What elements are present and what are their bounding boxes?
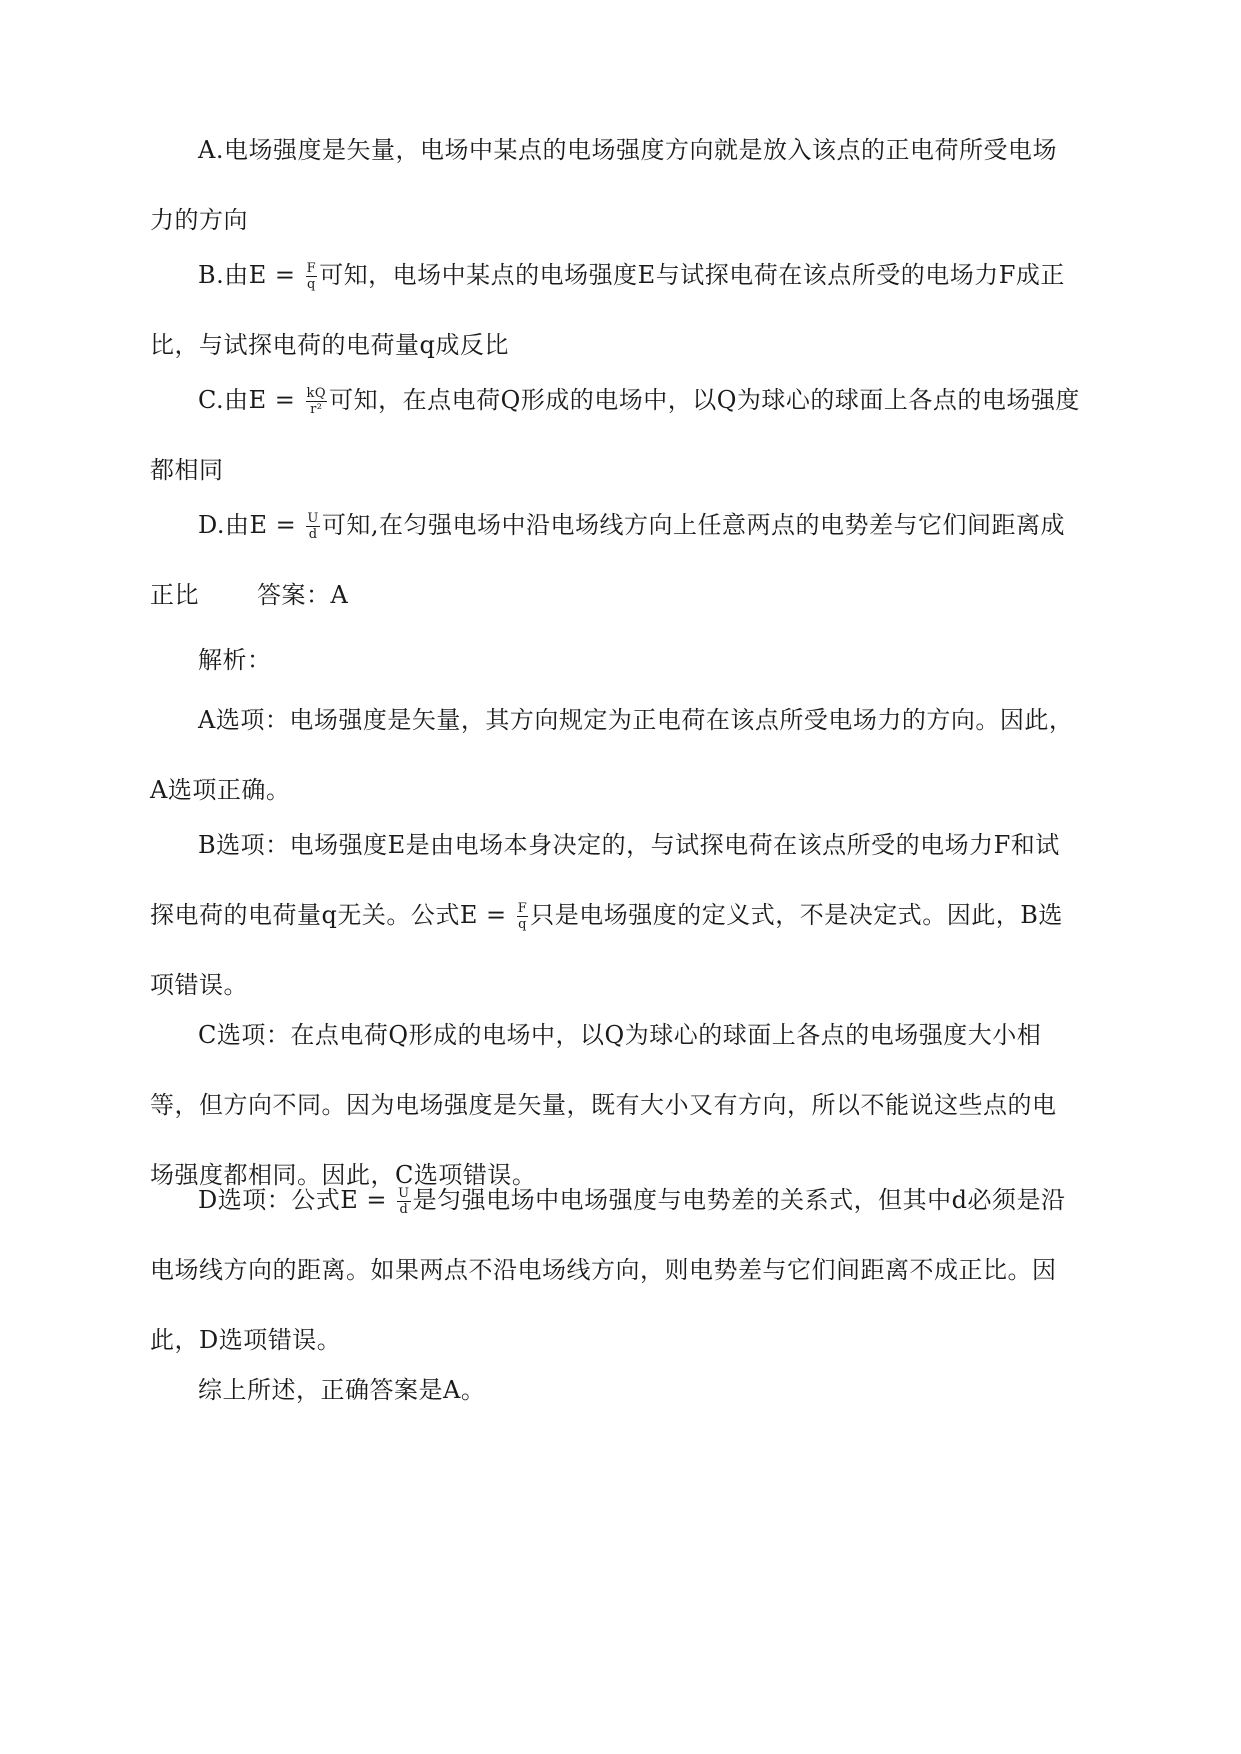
fraction-denominator: d — [399, 1202, 409, 1217]
analysis-d — [150, 1165, 1080, 1375]
analysis-b — [150, 810, 1080, 1020]
analysis-d-text-2: 是匀强电场中电场强度与电势差的关系式，但其中d必须是沿电场线方向的距离。如果两点不沿电场线方向，则电势差与它们间距离不成正比。因此，D选项错误。 — [150, 1186, 1066, 1354]
analysis-d-text-1: D选项：公式E = — [198, 1186, 396, 1214]
analysis-b-text-1: B选项：电场强度E是由电场本身决定的，与试探电荷在该点所受的电场力F和试探电荷的电荷量q无关。公式E = — [150, 831, 1060, 929]
fraction-numerator: F — [306, 261, 317, 276]
fraction-f-over-q — [306, 261, 318, 292]
analysis-c-text: C选项：在点电荷Q形成的电场中，以Q为球心的球面上各点的电场强度大小相等，但方向不同。因为电场强度是矢量，既有大小又有方向，所以不能说这些点的电场强度都相同。因此，C选项错误。 — [150, 1021, 1057, 1189]
analysis-heading-text: 解析： — [198, 646, 272, 674]
fraction-denominator: q — [518, 917, 527, 932]
option-c — [150, 365, 1080, 505]
option-b-text: 可知，电场中某点的电场强度E与试探电荷在该点所受的电场力F成正比，与试探电荷的电荷量q成反比 — [150, 261, 1065, 359]
option-d-prefix: D.由E = — [198, 511, 305, 539]
fraction-numerator: kQ — [306, 386, 327, 401]
option-b — [150, 240, 1080, 380]
option-c-prefix: C.由E = — [198, 386, 304, 414]
conclusion-text: 综上所述，正确答案是A。 — [198, 1376, 486, 1404]
option-a — [150, 115, 1080, 255]
fraction-denominator: d — [308, 527, 318, 542]
analysis-a-text: A选项：电场强度是矢量，其方向规定为正电荷在该点所受电场力的方向。因此，A选项正确。 — [150, 706, 1074, 804]
fraction-denominator: q — [307, 277, 316, 292]
analysis-a — [150, 685, 1080, 825]
fraction-numerator: U — [307, 511, 319, 526]
fraction-denominator: r² — [310, 402, 323, 417]
fraction-f-over-q — [517, 901, 529, 932]
fraction-u-over-d — [306, 511, 319, 542]
conclusion — [150, 1355, 1080, 1425]
option-d-text: 可知,在匀强电场中沿电场线方向上任意两点的电势差与它们间距离成正比 — [150, 511, 1066, 609]
option-b-prefix: B.由E = — [198, 261, 304, 289]
option-d — [150, 490, 1080, 630]
answer-line: 答案：A — [257, 581, 349, 609]
fraction-kq-over-r2 — [306, 386, 328, 417]
fraction-numerator: F — [517, 901, 528, 916]
fraction-u-over-d — [397, 1186, 410, 1217]
option-c-text: 可知，在点电荷Q形成的电场中，以Q为球心的球面上各点的电场强度都相同 — [150, 386, 1080, 484]
fraction-numerator: U — [398, 1186, 410, 1201]
option-a-text: A.电场强度是矢量，电场中某点的电场强度方向就是放入该点的正电荷所受电场力的方向 — [150, 136, 1057, 234]
analysis-b-text-2: 只是电场强度的定义式，不是决定式。因此，B选项错误。 — [150, 901, 1063, 999]
